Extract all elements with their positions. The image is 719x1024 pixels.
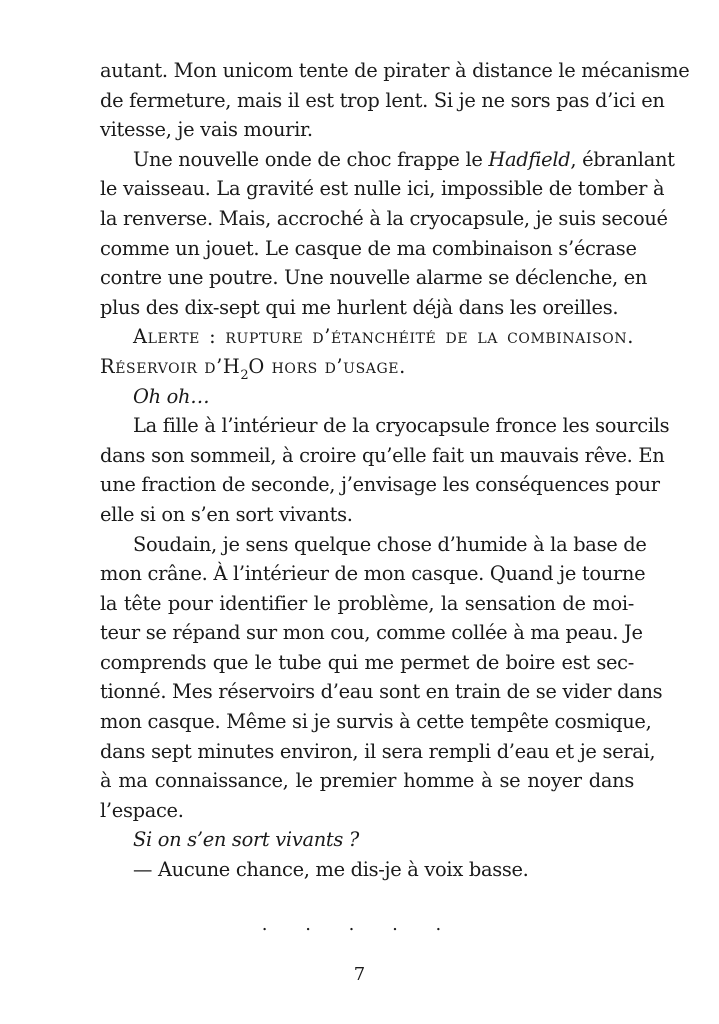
paragraph xyxy=(100,825,634,855)
text-run: la renverse. Mais, accroché à la cryocapsule, je suis secoué xyxy=(100,206,668,230)
text-run: de fermeture, mais il est trop lent. Si je ne sors pas d’ici en xyxy=(100,88,665,112)
text-run: Soudain, je sens quelque chose d’humide à la base de xyxy=(133,532,647,556)
paragraph xyxy=(100,322,634,381)
text-line xyxy=(100,263,648,293)
text-run: l’espace. xyxy=(100,798,184,822)
body-text xyxy=(100,56,690,885)
text-run: à ma connaissance, le premier homme à se noyer dans xyxy=(100,769,634,793)
text-line xyxy=(100,855,634,885)
text-line xyxy=(100,677,663,707)
text-line xyxy=(100,86,665,116)
text-line xyxy=(100,737,656,767)
text-run: vitesse, je vais mourir. xyxy=(100,118,313,142)
paragraph xyxy=(100,145,675,323)
text-line xyxy=(100,470,660,500)
text-run: une fraction de seconde, j’envisage les conséquences pour xyxy=(100,473,660,497)
paragraph xyxy=(100,56,690,145)
paragraph xyxy=(100,411,670,529)
text-line xyxy=(100,322,634,352)
text-line xyxy=(100,500,634,530)
text-line xyxy=(100,115,634,145)
section-break: . . . . . xyxy=(261,914,458,935)
small-caps-text: Alerte : rupture d’étanchéité de la combinaison. xyxy=(133,325,634,349)
text-run: comme un jouet. Le casque de ma combinaison s’écrase xyxy=(100,236,637,260)
text-run: le vaisseau. La gravité est nulle ici, impossible de tomber à xyxy=(100,177,665,201)
text-line xyxy=(100,618,643,648)
text-line xyxy=(100,382,634,412)
paragraph xyxy=(100,530,663,826)
text-run: mon casque. Même si je survis à cette tempête cosmique, xyxy=(100,710,652,734)
text-line xyxy=(100,411,670,441)
paragraph xyxy=(100,855,634,885)
text-line xyxy=(100,796,634,826)
text-run: La fille à l’intérieur de la cryocapsule fronce les sourcils xyxy=(133,414,670,438)
text-run: plus des dix-sept qui me hurlent déjà dans les oreilles. xyxy=(100,295,619,319)
text-line xyxy=(100,559,646,589)
text-run: elle si on s’en sort vivants. xyxy=(100,502,353,526)
text-run: — Aucune chance, me dis-je à voix basse. xyxy=(133,858,529,882)
text-run: teur se répand sur mon cou, comme collée à ma peau. Je xyxy=(100,621,643,645)
text-line xyxy=(100,56,690,86)
text-run: tionné. Mes réservoirs d’eau sont en train de se vider dans xyxy=(100,680,663,704)
text-run: dans son sommeil, à croire qu’elle fait un mauvais rêve. En xyxy=(100,443,665,467)
text-line xyxy=(100,204,668,234)
text-run: Une nouvelle onde de choc frappe le xyxy=(133,147,489,171)
text-run: mon crâne. À l’intérieur de mon casque. Quand je tourne xyxy=(100,562,646,586)
text-run: dans sept minutes environ, il sera rempli d’eau et je serai, xyxy=(100,739,656,763)
text-run: comprends que le tube qui me permet de boire est sec- xyxy=(100,650,634,674)
text-line xyxy=(100,174,665,204)
page-number: 7 xyxy=(353,964,366,985)
small-caps-text: Réservoir d’H xyxy=(100,354,241,378)
text-line xyxy=(100,352,634,382)
text-line xyxy=(100,145,675,175)
paragraph xyxy=(100,382,634,412)
text-line xyxy=(100,293,634,323)
text-line xyxy=(100,234,637,264)
text-line xyxy=(100,648,634,678)
small-caps-text: O hors d’usage. xyxy=(248,354,406,378)
text-line xyxy=(100,530,647,560)
text-run: contre une poutre. Une nouvelle alarme se déclenche, en xyxy=(100,266,648,290)
text-run: autant. Mon unicom tente de pirater à distance le mécanisme xyxy=(100,59,690,82)
subscript-text: 2 xyxy=(240,367,249,383)
text-line xyxy=(100,589,634,619)
italic-text: Oh oh… xyxy=(133,384,210,408)
italic-text: Hadfield xyxy=(488,147,571,171)
text-line xyxy=(100,825,634,855)
text-line xyxy=(100,441,665,471)
text-line xyxy=(100,707,652,737)
text-run: , ébranlant xyxy=(570,147,675,171)
text-run: la tête pour identifier le problème, la sensation de moi- xyxy=(100,591,634,615)
italic-text: Si on s’en sort vivants ? xyxy=(133,828,360,852)
text-line xyxy=(100,766,634,796)
